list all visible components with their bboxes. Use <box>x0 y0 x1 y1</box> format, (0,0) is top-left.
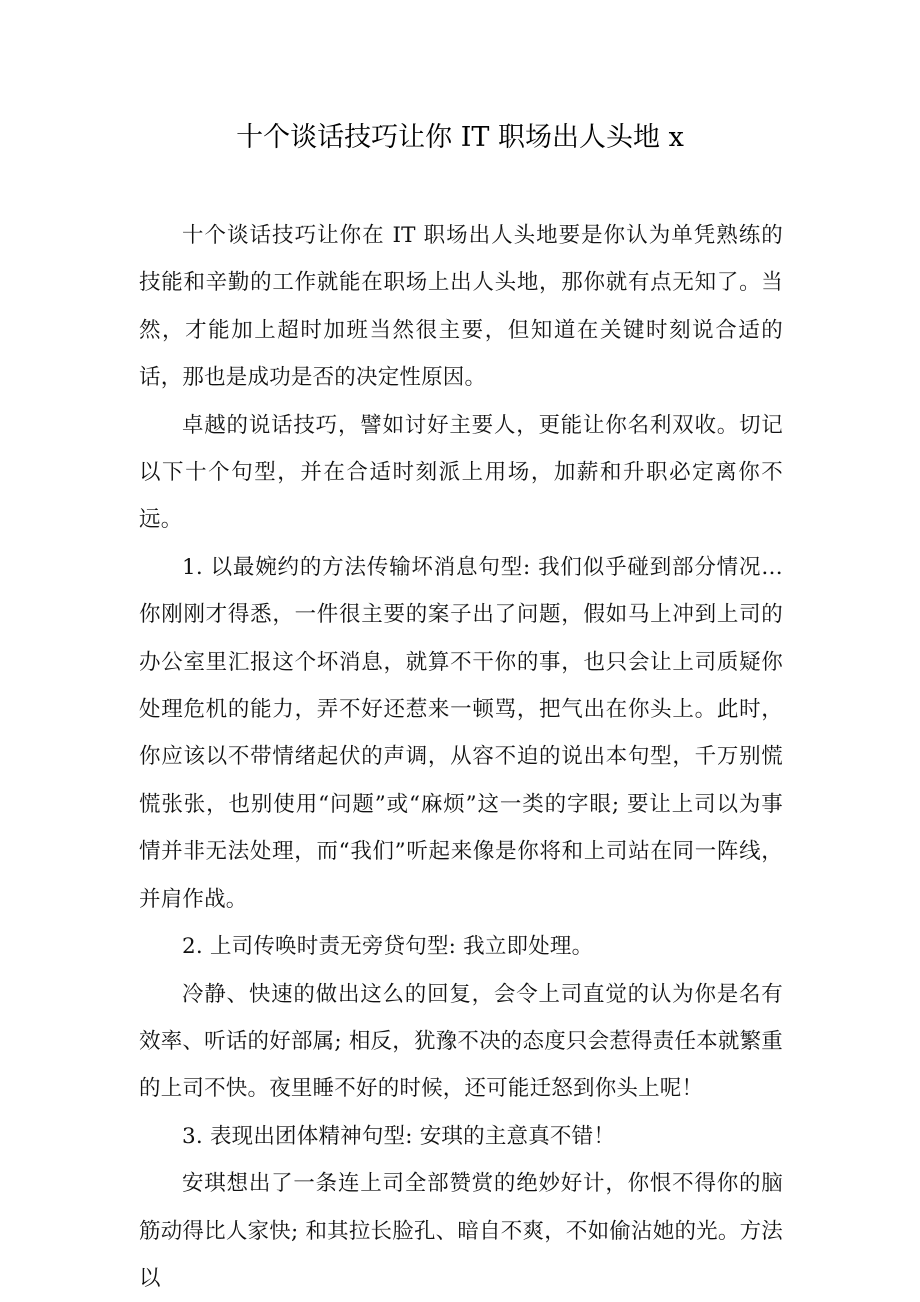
document-title: 十个谈话技巧让你 IT 职场出人头地 x <box>236 122 684 153</box>
paragraph-tip-2-body: 冷静、快速的做出这么的回复，会令上司直觉的认为你是名有效率、听话的好部属; 相反，犹豫不决的态度只会惹得责任本就繁重的上司不快。夜里睡不好的时候，还可能迁怒到你头上呢！ <box>139 981 783 1102</box>
paragraph-intro: 十个谈话技巧让你在 IT 职场出人头地要是你认为单凭熟练的技能和辛勤的工作就能在职场上出人头地，那你就有点无知了。当然，才能加上超时加班当然很主要，但知道在关键时刻说合适的话，那也是成功是否的决定性原因。 <box>139 223 783 391</box>
paragraph-tip-2-heading: 2. 上司传唤时责无旁贷句型: 我立即处理。 <box>182 934 594 960</box>
paragraph-tip-3-heading: 3. 表现出团体精神句型: 安琪的主意真不错！ <box>182 1123 616 1149</box>
paragraph-skills-summary: 卓越的说话技巧，譬如讨好主要人，更能让你名利双收。切记以下十个句型，并在合适时刻派上用场，加薪和升职必定离你不远。 <box>139 412 783 533</box>
paragraph-tip-3-body: 安琪想出了一条连上司全部赞赏的绝妙好计，你恨不得你的脑筋动得比人家快; 和其拉长脸孔、暗自不爽，不如偷沾她的光。方法以 <box>139 1171 783 1291</box>
paragraph-tip-1: 1. 以最婉约的方法传输坏消息句型: 我们似乎碰到部分情况…你刚刚才得悉，一件很主要的案子出了问题，假如马上冲到上司的办公室里汇报这个坏消息，就算不干你的事，也只会让上司质疑你处理危机的能力，弄不好还惹来一顿骂，把气出在你头上。此时，你应该以不带情绪起伏的声调，从容不迫的说出本句型，千万别慌慌张张，也别使用“问题”或“麻烦”这一类的字眼; 要让上司以为事情并非无法处理，而“我们”听起来像是你将和上司站在同一阵线，并肩作战。 <box>139 554 783 912</box>
document-body <box>139 212 783 1302</box>
